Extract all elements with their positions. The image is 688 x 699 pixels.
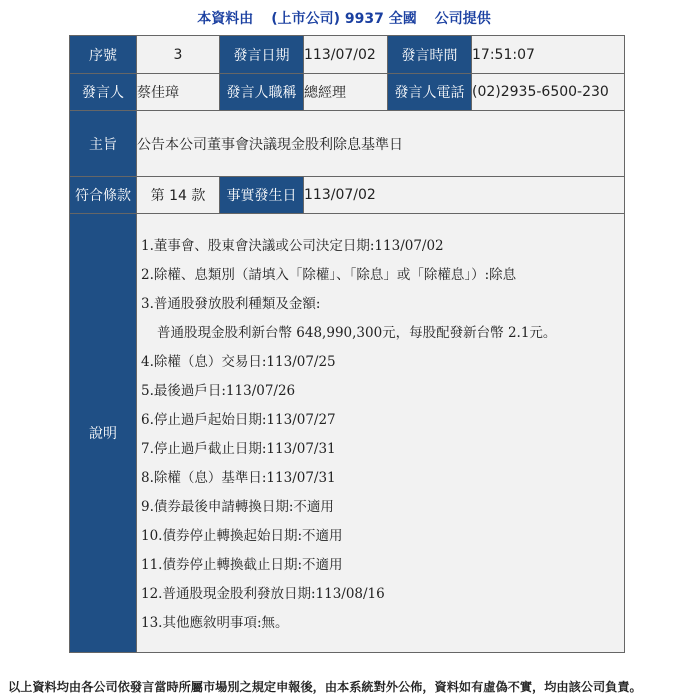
row-clause bbox=[70, 177, 625, 214]
subject-label: 主旨 bbox=[70, 111, 137, 177]
time-value: 17:51:07 bbox=[472, 36, 625, 74]
announcement-table bbox=[69, 35, 625, 653]
speaker-label: 發言人 bbox=[70, 74, 137, 111]
date-label: 發言日期 bbox=[220, 36, 304, 74]
description-line: 13.其他應敘明事項:無。 bbox=[141, 615, 289, 631]
event-date-label: 事實發生日 bbox=[220, 177, 304, 214]
row-description bbox=[70, 214, 625, 653]
clause-label: 符合條款 bbox=[70, 177, 137, 214]
description-line: 5.最後過戶日:113/07/26 bbox=[141, 383, 296, 399]
event-date-value: 113/07/02 bbox=[304, 177, 625, 214]
disclaimer-footer: 以上資料均由各公司依發言當時所屬市場別之規定申報後，由本系統對外公佈，資料如有虛偽不實，均由該公司負責。 bbox=[8, 680, 642, 694]
description-label: 說明 bbox=[70, 214, 137, 653]
description-line: 4.除權（息）交易日:113/07/25 bbox=[141, 354, 336, 370]
title-prefix: 本資料由 bbox=[197, 11, 254, 27]
title-company: (上市公司) 9937 全國 bbox=[271, 11, 417, 27]
description-line: 2.除權、息類別（請填入「除權」、「除息」或「除權息」）:除息 bbox=[141, 267, 517, 283]
time-label: 發言時間 bbox=[388, 36, 472, 74]
row-subject bbox=[70, 111, 625, 177]
description-line: 12.普通股現金股利發放日期:113/08/16 bbox=[141, 586, 385, 602]
seq-value: 3 bbox=[137, 36, 220, 74]
description-line: 10.債券停止轉換起始日期:不適用 bbox=[141, 528, 343, 544]
description-line: 1.董事會、股東會決議或公司決定日期:113/07/02 bbox=[141, 238, 444, 254]
description-line: 3.普通股發放股利種類及金額: bbox=[141, 296, 321, 312]
description-body bbox=[137, 214, 624, 652]
speaker-title-label: 發言人職稱 bbox=[220, 74, 304, 111]
description-line: 7.停止過戶截止日期:113/07/31 bbox=[141, 441, 336, 457]
description-cell bbox=[137, 214, 625, 653]
speaker-value: 蔡佳璋 bbox=[137, 74, 220, 111]
speaker-title-value: 總經理 bbox=[304, 74, 388, 111]
seq-label: 序號 bbox=[70, 36, 137, 74]
description-line: 6.停止過戶起始日期:113/07/27 bbox=[141, 412, 336, 428]
title-suffix: 公司提供 bbox=[434, 11, 491, 27]
description-line: 普通股現金股利新台幣 648,990,300元，每股配發新台幣 2.1元。 bbox=[157, 325, 557, 341]
phone-value: (02)2935-6500-230 bbox=[472, 74, 625, 111]
description-line: 11.債券停止轉換截止日期:不適用 bbox=[141, 557, 343, 573]
row-seq bbox=[70, 36, 625, 74]
description-line: 9.債券最後申請轉換日期:不適用 bbox=[141, 499, 334, 515]
clause-value: 第 14 款 bbox=[137, 177, 220, 214]
page-title bbox=[0, 8, 688, 28]
phone-label: 發言人電話 bbox=[388, 74, 472, 111]
row-speaker bbox=[70, 74, 625, 111]
description-line: 8.除權（息）基準日:113/07/31 bbox=[141, 470, 336, 486]
subject-value: 公告本公司董事會決議現金股利除息基準日 bbox=[137, 111, 625, 177]
date-value: 113/07/02 bbox=[304, 36, 388, 74]
